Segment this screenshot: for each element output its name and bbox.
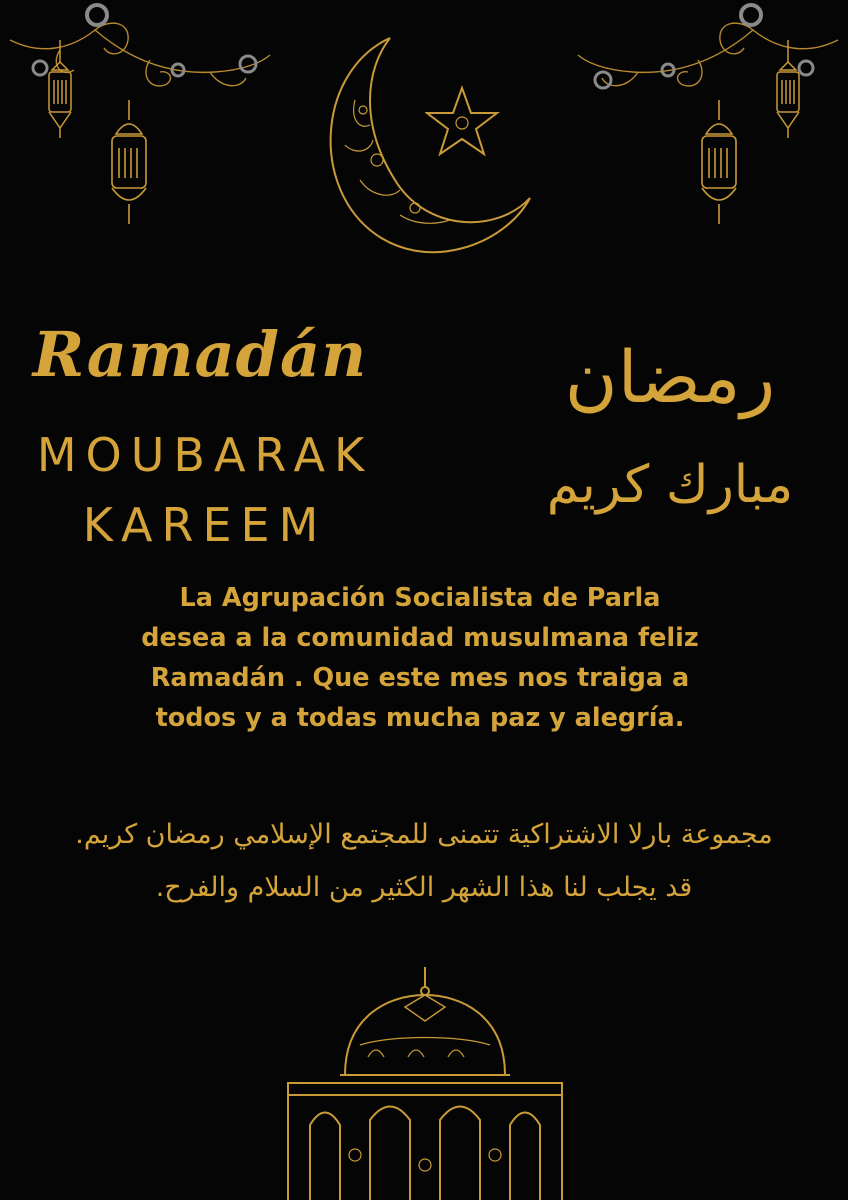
lantern-icon	[100, 100, 158, 230]
title-moubarak: MOUBARAK	[36, 428, 374, 482]
title-kareem: KAREEM	[82, 498, 328, 552]
lantern-icon	[768, 40, 808, 140]
arabic-title-ramadan: رمضان	[564, 335, 776, 419]
lantern-icon	[690, 100, 748, 230]
mosque-dome-icon	[280, 965, 570, 1200]
arabic-title-mubarak-karim: مبارك كريم	[546, 455, 794, 515]
star-icon	[425, 85, 500, 157]
title-ramadan: Ramadán	[32, 318, 368, 391]
arabic-message: مجموعة بارلا الاشتراكية تتمنى للمجتمع الإسلامي رمضان كريم. قد يجلب لنا هذا الشهر الكثير من السلام والفرح.	[75, 819, 773, 903]
spanish-message: La Agrupación Socialista de Parla desea a la comunidad musulmana feliz Ramadán . Que este mes nos traiga a todos y a todas mucha paz y alegría.	[141, 583, 699, 733]
lantern-icon	[40, 40, 80, 140]
